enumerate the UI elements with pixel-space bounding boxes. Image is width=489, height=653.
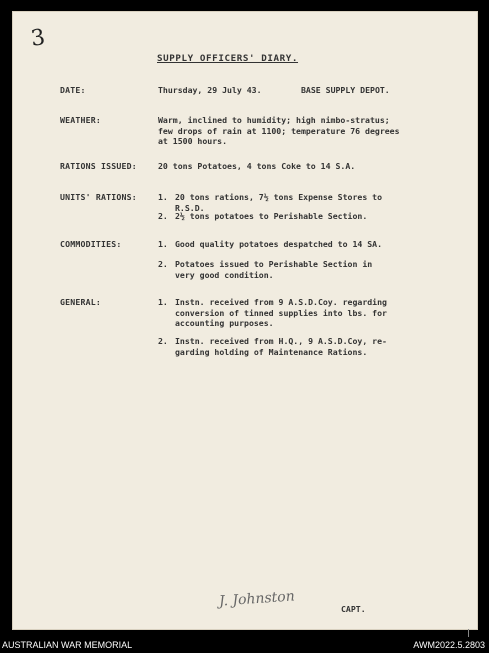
commodities-item-number: 2.: [158, 259, 168, 269]
units-item-number: 1.: [158, 192, 168, 202]
depot-name: BASE SUPPLY DEPOT.: [301, 85, 390, 95]
weather-label: WEATHER:: [60, 115, 102, 125]
rations-value: 20 tons Potatoes, 4 tons Coke to 14 S.A.: [158, 161, 356, 171]
general-item-number: 1.: [158, 297, 168, 307]
general-item-text: Instn. received from H.Q., 9 A.S.D.Coy, re- garding holding of Maintenance Rations.: [175, 336, 387, 357]
date-label: DATE:: [60, 85, 86, 95]
general-item-text: Instn. received from 9 A.S.D.Coy. regarding conversion of tinned supplies into lbs. for accounting purposes.: [175, 297, 387, 329]
general-item-number: 2.: [158, 336, 168, 346]
rations-label: RATIONS ISSUED:: [60, 161, 137, 171]
commodities-label: COMMODITIES:: [60, 239, 122, 249]
general-label: GENERAL:: [60, 297, 102, 307]
units-item-text: 20 tons rations, 7½ tons Expense Stores to R.S.D.: [175, 192, 383, 213]
handwritten-mark: 3: [29, 25, 47, 52]
footer-institution: AUSTRALIAN WAR MEMORIAL: [2, 640, 133, 650]
units-item-number: 2.: [158, 211, 168, 221]
edge-mark: [468, 629, 469, 637]
signature: J. Johnston: [218, 588, 296, 610]
units-label: UNITS' RATIONS:: [60, 192, 137, 202]
commodities-item-number: 1.: [158, 239, 168, 249]
units-item-text: 2½ tons potatoes to Perishable Section.: [175, 211, 368, 221]
document-title: SUPPLY OFFICERS' DIARY.: [157, 53, 299, 64]
footer-accession-number: AWM2022.5.2803: [413, 640, 485, 650]
date-value: Thursday, 29 July 43.: [158, 85, 262, 95]
weather-value: Warm, inclined to humidity; high nimbo-stratus; few drops of rain at 1100; temperature 76 degrees at 1500 hours.: [158, 115, 400, 147]
rank: CAPT.: [341, 604, 366, 614]
commodities-item-text: Potatoes issued to Perishable Section in very good condition.: [175, 259, 373, 280]
commodities-item-text: Good quality potatoes despatched to 14 SA.: [175, 239, 383, 249]
